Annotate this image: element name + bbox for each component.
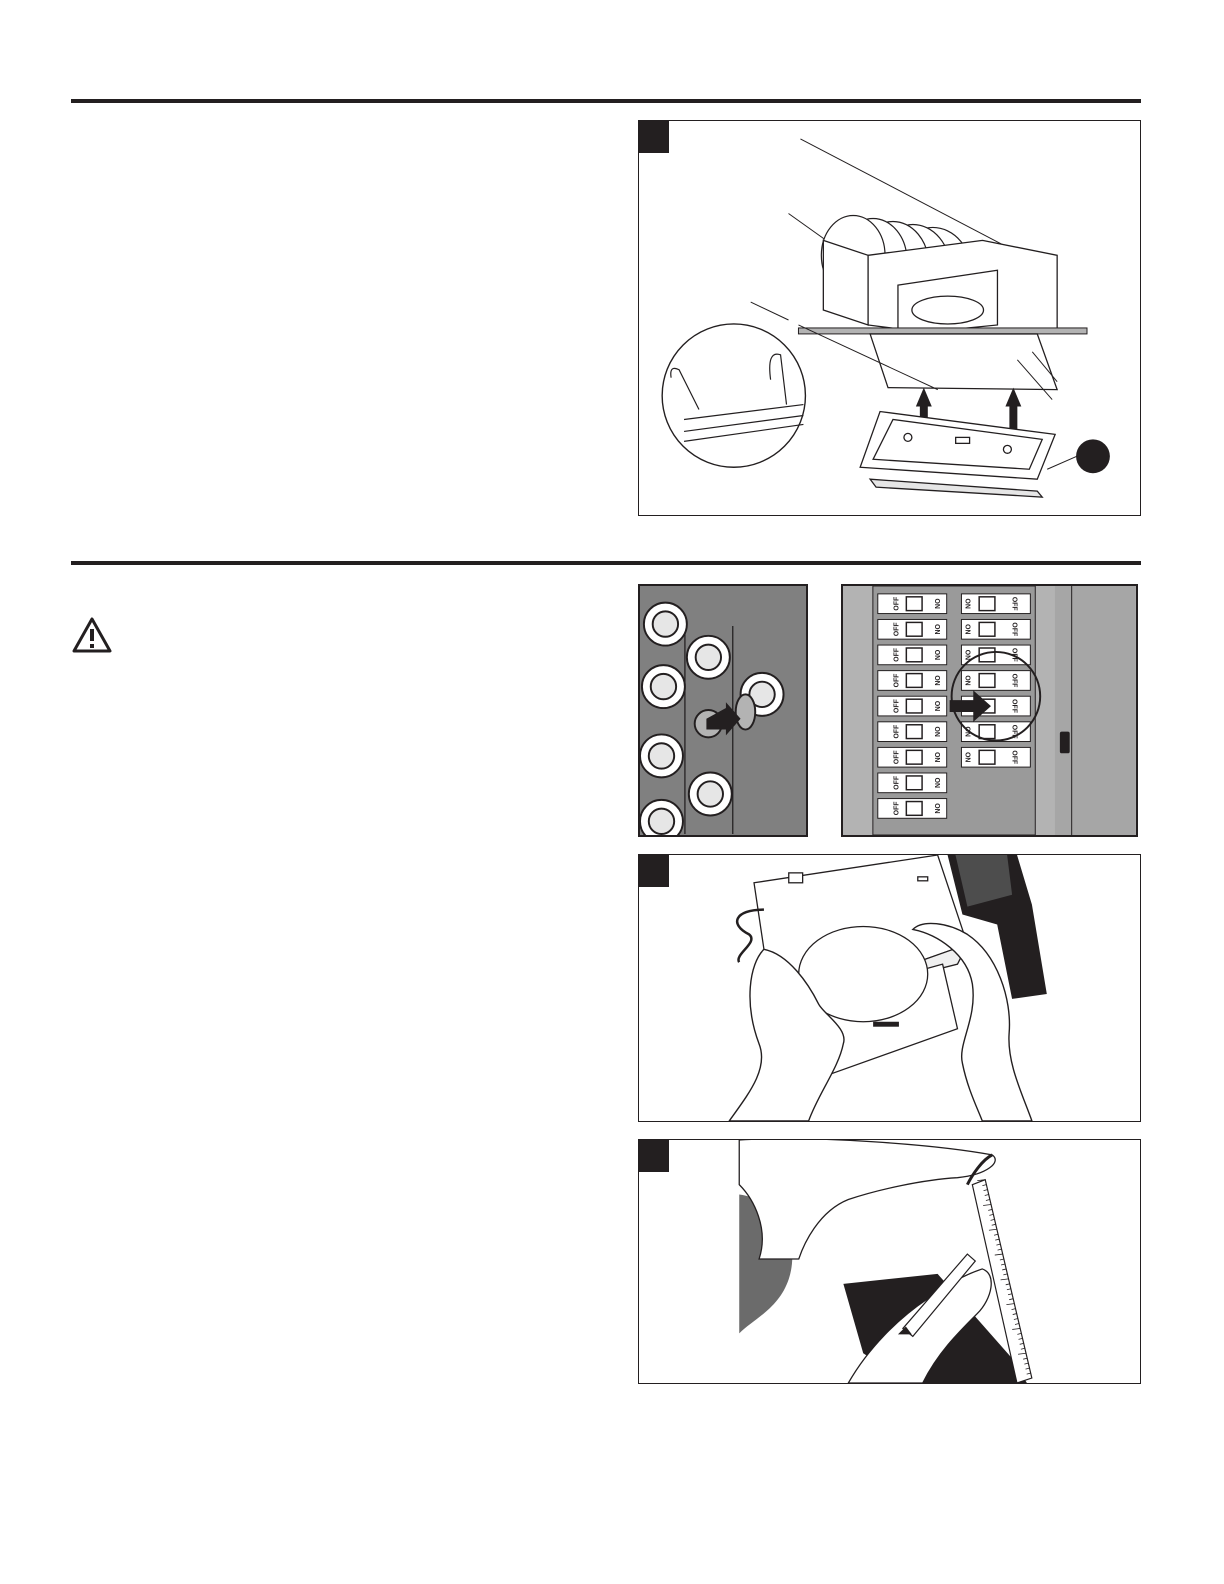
svg-text:ON: ON <box>963 624 971 635</box>
svg-text:ON: ON <box>932 777 940 788</box>
breaker-left-9 <box>878 799 947 819</box>
breaker-left-6 <box>878 722 947 742</box>
section-rule-middle <box>71 561 1141 565</box>
svg-text:ON: ON <box>963 675 971 686</box>
svg-text:OFF: OFF <box>1010 673 1018 688</box>
fuse-box-illustration <box>640 586 806 835</box>
breaker-right-3 <box>961 645 1030 665</box>
step-number-tab <box>639 1140 669 1172</box>
breaker-left-3 <box>878 645 947 665</box>
svg-text:OFF: OFF <box>893 699 901 713</box>
svg-text:OFF: OFF <box>893 724 901 739</box>
warning-triangle-icon <box>71 616 113 654</box>
svg-text:OFF: OFF <box>893 648 901 662</box>
canopy-removal-illustration <box>639 121 1140 515</box>
svg-text:ON: ON <box>932 649 940 661</box>
breaker-left-7 <box>878 747 947 767</box>
breaker-panel-illustration <box>843 586 1136 835</box>
breaker-right-6 <box>961 722 1030 742</box>
breaker-panel-figure <box>841 584 1138 837</box>
canopy-removal-figure <box>638 120 1141 516</box>
breaker-right-7 <box>961 747 1030 767</box>
svg-text:OFF: OFF <box>1010 699 1018 713</box>
ceiling-measure-figure <box>638 1139 1141 1384</box>
svg-text:OFF: OFF <box>893 750 901 765</box>
section-rule-top <box>71 99 1141 103</box>
svg-text:OFF: OFF <box>893 673 901 688</box>
breaker-left-2 <box>878 619 947 639</box>
step-number-tab <box>639 855 669 887</box>
svg-text:OFF: OFF <box>893 775 901 790</box>
svg-text:OFF: OFF <box>1010 596 1018 611</box>
step-number-tab <box>639 121 669 153</box>
svg-text:OFF: OFF <box>1010 648 1018 662</box>
breaker-left-5 <box>878 696 947 716</box>
breaker-right-4 <box>961 671 1030 691</box>
breaker-right-2 <box>961 619 1030 639</box>
svg-text:ON: ON <box>963 649 971 661</box>
svg-text:OFF: OFF <box>893 596 901 611</box>
svg-text:ON: ON <box>963 752 971 763</box>
breaker-left-4 <box>878 671 947 691</box>
svg-text:OFF: OFF <box>1010 724 1018 739</box>
housing-removal-illustration <box>639 855 1140 1121</box>
breaker-right-1 <box>961 594 1030 614</box>
svg-text:OFF: OFF <box>893 801 901 816</box>
ceiling-measure-illustration <box>639 1140 1140 1383</box>
svg-text:ON: ON <box>932 803 940 814</box>
svg-text:ON: ON <box>963 598 971 609</box>
svg-text:ON: ON <box>932 752 940 763</box>
svg-text:OFF: OFF <box>1010 750 1018 765</box>
svg-text:ON: ON <box>932 598 940 609</box>
svg-text:ON: ON <box>932 726 940 737</box>
svg-text:ON: ON <box>963 726 971 737</box>
svg-text:OFF: OFF <box>1010 622 1018 637</box>
breaker-left-8 <box>878 773 947 793</box>
housing-removal-figure <box>638 854 1141 1122</box>
svg-text:ON: ON <box>932 675 940 686</box>
fuse-box-figure <box>638 584 808 837</box>
svg-text:ON: ON <box>932 700 940 712</box>
svg-text:ON: ON <box>932 624 940 635</box>
breaker-left-1 <box>878 594 947 614</box>
svg-text:OFF: OFF <box>893 622 901 637</box>
